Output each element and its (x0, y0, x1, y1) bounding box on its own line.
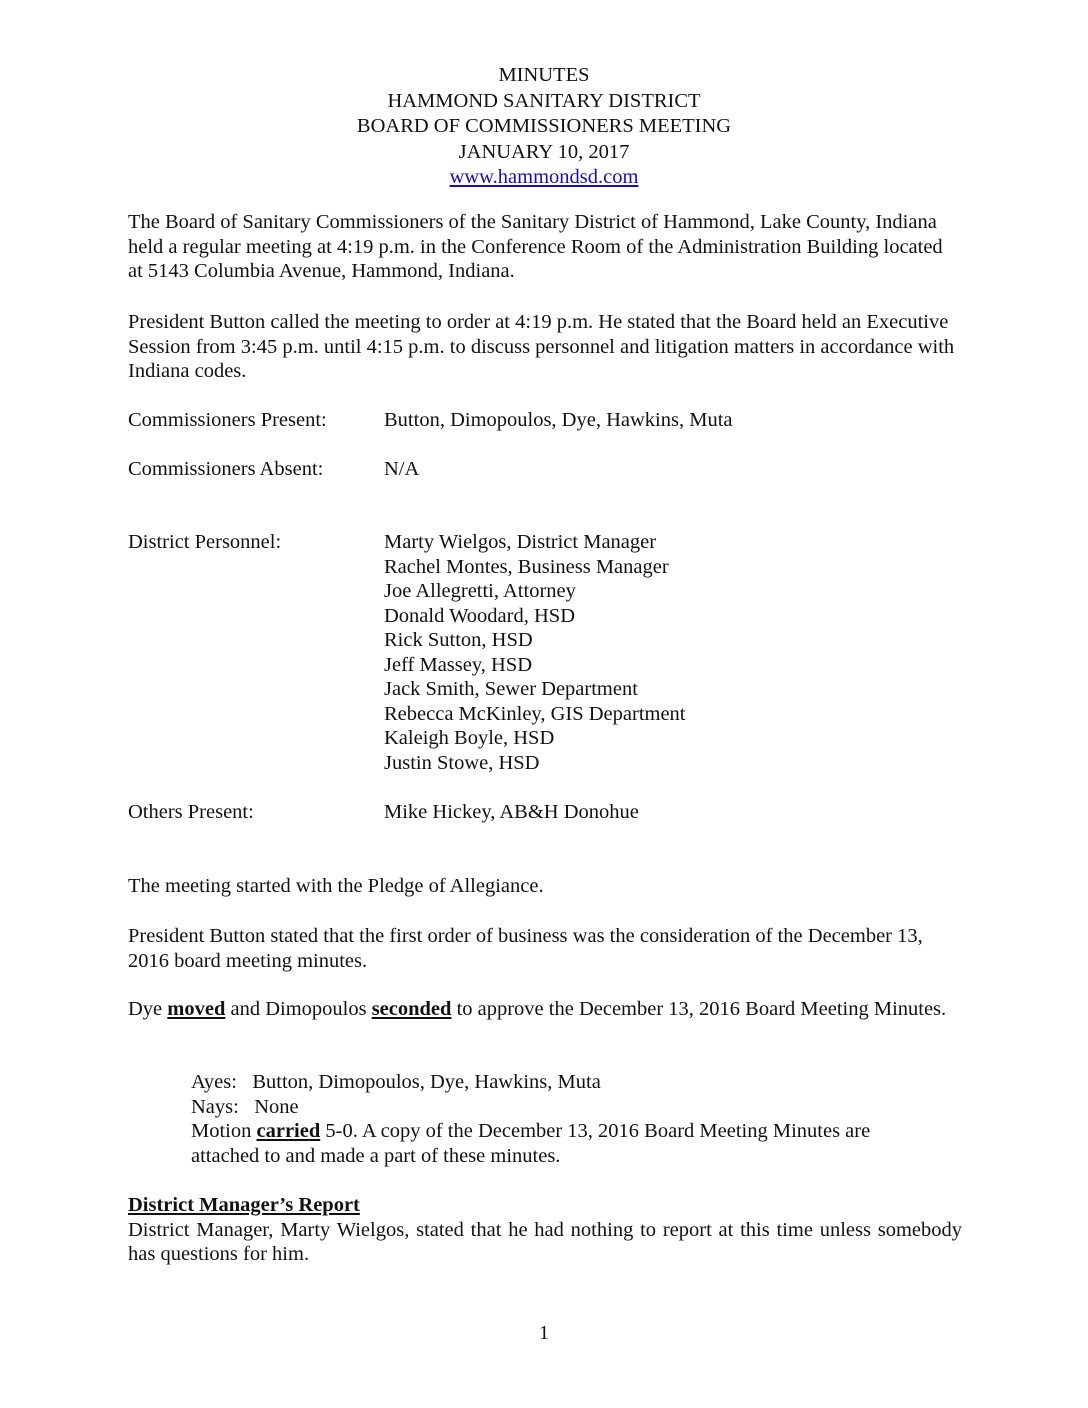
seconded-keyword: seconded (371, 998, 452, 1020)
personnel-item: Justin Stowe, HSD (384, 751, 540, 774)
motion-result-text: Motion (191, 1120, 257, 1142)
first-business-paragraph: President Button stated that the first order of business was the consideration of the December 13, 2016 board meeting minutes. (128, 925, 923, 972)
personnel-item: Joe Allegretti, Attorney (384, 580, 576, 602)
district-manager-report (128, 1193, 962, 1267)
motion-text: and Dimopoulos (225, 998, 372, 1020)
motion-text: to approve the December 13, 2016 Board Meeting Minutes. (451, 998, 947, 1020)
district-personnel-label: District Personnel: (128, 531, 282, 553)
personnel-item: Jack Smith, Sewer Department (384, 678, 638, 700)
commissioners-present-value: Button, Dimopoulos, Dye, Hawkins, Muta (384, 409, 733, 431)
moved-keyword: moved (167, 998, 226, 1020)
document-header (0, 63, 1088, 191)
commissioners-present-label: Commissioners Present: (128, 409, 327, 431)
carried-keyword: carried (256, 1120, 321, 1142)
motion-result (191, 1119, 931, 1168)
header-minutes: MINUTES (498, 64, 590, 86)
motion-text: Dye (128, 998, 168, 1020)
others-present-value: Mike Hickey, AB&H Donohue (384, 801, 639, 823)
page-number: 1 (538, 1322, 550, 1344)
personnel-item: Donald Woodard, HSD (384, 604, 575, 627)
personnel-item: Rick Sutton, HSD (384, 629, 533, 651)
motion-result-text: 5-0. A copy of the December 13, 2016 Board Meeting Minutes are attached to and made a part of these minutes. (191, 1120, 871, 1167)
others-present-label: Others Present: (128, 801, 254, 823)
personnel-item: Rebecca McKinley, GIS Department (384, 702, 686, 725)
motion-paragraph (128, 997, 962, 1022)
call-to-order-paragraph: President Button called the meeting to order at 4:19 p.m. He stated that the Board held an Executive Session from 3:45 p.m. until 4:15 p.m. to discuss personnel and litigation matters in accordance with Indiana codes. (128, 311, 955, 382)
header-district: HAMMOND SANITARY DISTRICT (387, 89, 701, 112)
ayes-line: Ayes: Button, Dimopoulos, Dye, Hawkins, Muta (191, 1071, 601, 1093)
personnel-item: Marty Wielgos, District Manager (384, 531, 657, 553)
nays-line: Nays: None (191, 1095, 299, 1118)
intro-paragraph: The Board of Sanitary Commissioners of the Sanitary District of Hammond, Lake County, Indiana held a regular meeting at 4:19 p.m. in the Conference Room of the Administration Building located at 5143 Columbia Avenue, Hammond, Indiana. (128, 211, 943, 282)
section-title: District Manager’s Report (128, 1194, 360, 1216)
commissioners-absent-label: Commissioners Absent: (128, 458, 324, 480)
website-link[interactable]: www.hammondsd.com (449, 166, 639, 188)
report-text: District Manager, Marty Wielgos, stated that he had nothing to report at this time unless somebody has questions for him. (128, 1218, 962, 1265)
personnel-item: Jeff Massey, HSD (384, 653, 533, 676)
personnel-item: Kaleigh Boyle, HSD (384, 727, 555, 749)
commissioners-absent-value: N/A (384, 458, 420, 480)
pledge-paragraph: The meeting started with the Pledge of Allegiance. (128, 875, 544, 897)
header-meeting: BOARD OF COMMISSIONERS MEETING (356, 115, 732, 137)
district-personnel-list (384, 530, 686, 775)
vote-block (191, 1070, 931, 1168)
header-date: JANUARY 10, 2017 (458, 140, 630, 163)
personnel-item: Rachel Montes, Business Manager (384, 555, 669, 578)
